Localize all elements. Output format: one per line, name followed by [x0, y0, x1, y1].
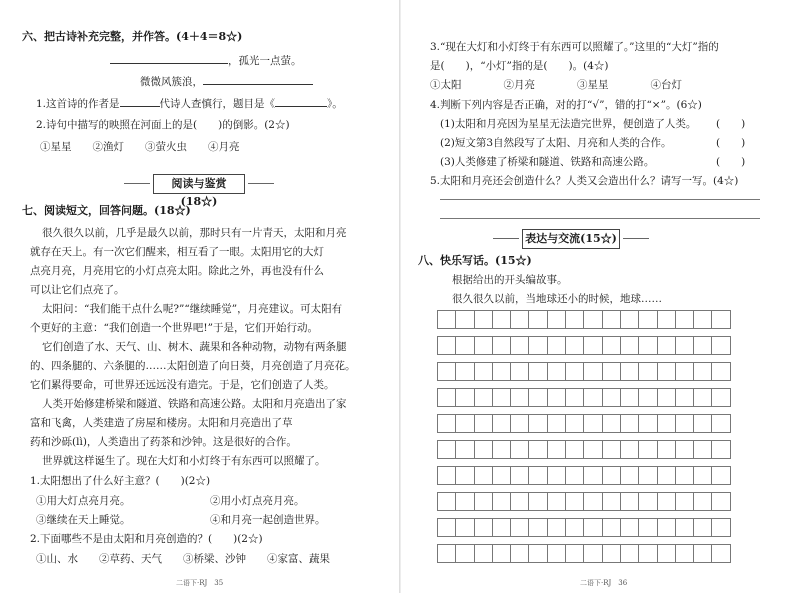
passage-line: 的、四条腿的、六条腿的……太阳创造了向日葵，月亮创造了月亮花。 — [30, 360, 356, 372]
s6-question2: 2.诗句中描写的映照在河面上的是( )的倒影。(2☆) — [36, 119, 290, 131]
grid-row[interactable] — [437, 492, 730, 511]
poem-blank-2[interactable] — [203, 74, 313, 85]
grid-row[interactable] — [437, 388, 730, 407]
s6-question2-options: ①星星 ②渔灯 ③萤火虫 ④月亮 — [40, 141, 240, 153]
q4-answer-1[interactable]: ( ) — [716, 118, 746, 130]
poem-blank-1[interactable] — [110, 53, 228, 64]
grid-row[interactable] — [437, 362, 730, 381]
passage-line: 太阳问：“我们能干点什么呢?”“继续睡觉”，月亮建议。可太阳有 — [42, 303, 343, 315]
expression-banner: 表达与交流(15☆) — [522, 229, 620, 249]
q3-line1: 3.“现在大灯和小灯终于有东西可以照耀了。”这里的“大灯”指的 — [430, 41, 719, 53]
title-blank[interactable] — [275, 96, 327, 107]
grid-row[interactable] — [437, 466, 730, 485]
author-era-blank[interactable] — [120, 96, 160, 107]
section7-heading: 七、阅读短文，回答问题。(18☆) — [22, 204, 191, 217]
q4-item-3: (3)人类修建了桥梁和隧道、铁路和高速公路。 — [440, 156, 655, 168]
grid-row[interactable] — [437, 518, 730, 537]
grid-row[interactable] — [437, 310, 730, 329]
grid-row[interactable] — [437, 440, 730, 459]
passage-line: 世界就这样诞生了。现在大灯和小灯终于有东西可以照耀了。 — [42, 455, 326, 467]
section8-heading: 八、快乐写话。(15☆) — [418, 254, 532, 267]
section6-heading: 六、把古诗补充完整，并作答。(4＋4＝8☆) — [22, 30, 243, 43]
passage-line: 点亮月亮，月亮用它的小灯点亮太阳。除此之外，再也没有什么 — [30, 265, 324, 277]
s6-question1: 1.这首诗的作者是 代诗人查慎行，题目是《 》。 — [36, 98, 343, 110]
q3-line2: 是( )，“小灯”指的是( )。(4☆) — [430, 60, 609, 72]
passage-line: 它们累得要命，可世界还远远没有造完。于是，它们创造了人类。 — [30, 379, 335, 391]
s7-q1-option-c: ③继续在天上睡觉。 — [36, 514, 131, 526]
q5-heading: 5.太阳和月亮还会创造什么？人类又会造出什么？请写一写。(4☆) — [430, 175, 739, 187]
q5-answer-line-1[interactable] — [440, 199, 760, 200]
passage-line: 很久很久以前，几乎是最久以前，那时只有一片青天，太阳和月亮 — [42, 227, 347, 239]
q4-heading: 4.判断下列内容是否正确，对的打“√”，错的打“×”。(6☆) — [430, 99, 702, 111]
s8-instruction: 根据给出的开头编故事。 — [452, 274, 568, 286]
poem-line1: ，孤光一点萤。 — [110, 53, 302, 68]
left-footer: 二语下·RJ 35 — [176, 579, 224, 587]
q3-options: ①太阳 ②月亮 ③星星 ④台灯 — [430, 79, 682, 91]
s7-question1: 1.太阳想出了什么好主意？( )(2☆) — [30, 475, 211, 487]
s8-story-start: 很久很久以前，当地球还小的时候，地球…… — [452, 293, 662, 305]
grid-row[interactable] — [437, 336, 730, 355]
passage-line: 可以让它们点亮了。 — [30, 284, 125, 296]
passage-line: 人类开始修建桥梁和隧道、铁路和高速公路。太阳和月亮造出了家 — [42, 398, 347, 410]
grid-row[interactable] — [437, 544, 730, 563]
grid-row[interactable] — [437, 414, 730, 433]
q4-item-1: (1)太阳和月亮因为星星无法造完世界，便创造了人类。 — [440, 118, 697, 130]
s7-q1-option-a: ①用大灯点亮月亮。 — [36, 495, 131, 507]
q4-item-2: (2)短文第3自然段写了太阳、月亮和人类的合作。 — [440, 137, 672, 149]
passage-line: 药和沙砾(lì)，人类造出了药茶和沙钟。这是很好的合作。 — [30, 436, 297, 448]
s7-q1-option-d: ④和月亮一起创造世界。 — [210, 514, 326, 526]
passage-line: 富和飞禽，人类建造了房屋和楼房。太阳和月亮造出了草 — [30, 417, 293, 429]
q4-answer-2[interactable]: ( ) — [716, 137, 746, 149]
poem-line2: 微微风簇浪， — [140, 74, 313, 89]
s7-question2: 2.下面哪些不是由太阳和月亮创造的？( )(2☆) — [30, 533, 263, 545]
passage-line: 个更好的主意：“我们创造一个世界吧!”于是，它们开始行动。 — [30, 322, 318, 334]
passage-line: 就存在天上。有一次它们醒来，相互看了一眼。太阳用它的大灯 — [30, 246, 324, 258]
reading-banner: 阅读与鉴赏(18☆) — [153, 174, 245, 194]
s7-q1-option-b: ②用小灯点亮月亮。 — [210, 495, 305, 507]
s7-question2-options: ①山、水 ②草药、天气 ③桥梁、沙钟 ④家富、蔬果 — [36, 553, 330, 565]
right-footer: 二语下·RJ 36 — [580, 579, 628, 587]
q5-answer-line-2[interactable] — [440, 218, 760, 219]
passage-line: 它们创造了水、天气、山、树木、蔬果和各种动物，动物有两条腿 — [42, 341, 347, 353]
q4-answer-3[interactable]: ( ) — [716, 156, 746, 168]
